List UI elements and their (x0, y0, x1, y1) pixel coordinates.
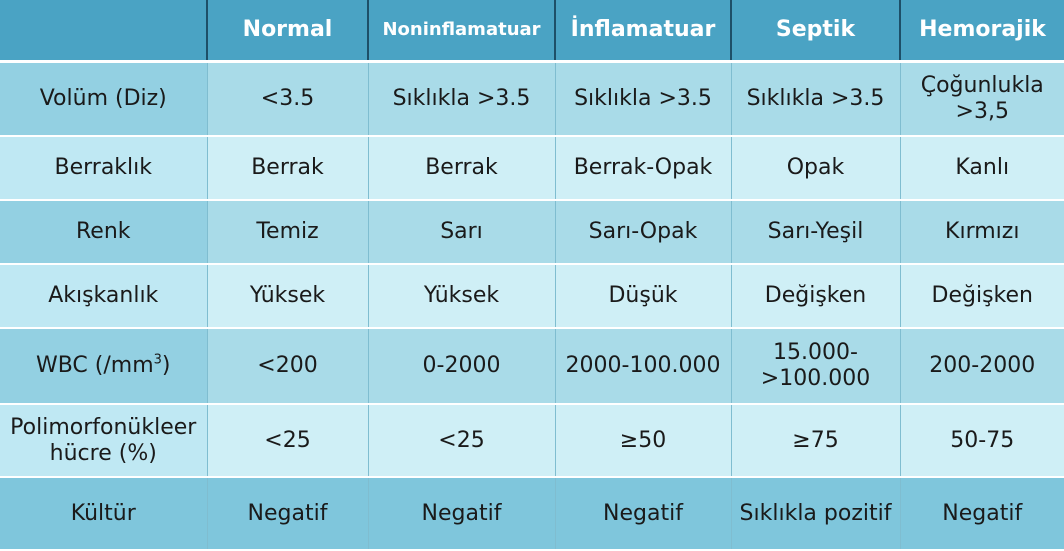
cell-wbc-septik: 15.000- >100.000 (731, 328, 900, 404)
cell-volum-normal: <3.5 (207, 61, 368, 136)
row-polimorfonukleer (0, 404, 1064, 477)
header-normal: Normal (207, 0, 368, 61)
cell-volum-noninflamatuar: Sıklıkla >3.5 (368, 61, 555, 136)
row-label-berraklik: Berraklık (0, 136, 207, 200)
cell-wbc-noninflamatuar: 0-2000 (368, 328, 555, 404)
cell-kultur-hemorajik: Negatif (900, 477, 1064, 550)
cell-akiskanlik-septik: Değişken (731, 264, 900, 328)
cell-berraklik-septik: Opak (731, 136, 900, 200)
cell-renk-septik: Sarı-Yeşil (731, 200, 900, 264)
cell-akiskanlik-inflamatuar: Düşük (555, 264, 731, 328)
cell-volum-septik: Sıklıkla >3.5 (731, 61, 900, 136)
cell-akiskanlik-hemorajik: Değişken (900, 264, 1064, 328)
cell-berraklik-noninflamatuar: Berrak (368, 136, 555, 200)
cell-renk-noninflamatuar: Sarı (368, 200, 555, 264)
header-septik: Septik (731, 0, 900, 61)
cell-pmn-septik: ≥75 (731, 404, 900, 477)
cell-pmn-noninflamatuar: <25 (368, 404, 555, 477)
cell-pmn-inflamatuar: ≥50 (555, 404, 731, 477)
row-label-volum: Volüm (Diz) (0, 61, 207, 136)
row-label-kultur: Kültür (0, 477, 207, 550)
header-corner (0, 0, 207, 61)
cell-pmn-hemorajik: 50-75 (900, 404, 1064, 477)
row-berraklik (0, 136, 1064, 200)
row-wbc (0, 328, 1064, 404)
row-label-wbc-end: ) (161, 353, 171, 378)
cell-akiskanlik-noninflamatuar: Yüksek (368, 264, 555, 328)
header-noninflamatuar: Noninflamatuar (368, 0, 555, 61)
cell-pmn-normal: <25 (207, 404, 368, 477)
cell-renk-hemorajik: Kırmızı (900, 200, 1064, 264)
cell-renk-normal: Temiz (207, 200, 368, 264)
row-renk (0, 200, 1064, 264)
cell-kultur-inflamatuar: Negatif (555, 477, 731, 550)
row-volum (0, 61, 1064, 136)
cell-akiskanlik-normal: Yüksek (207, 264, 368, 328)
row-label-wbc-sup: 3 (153, 352, 162, 368)
cell-volum-hemorajik: Çoğunlukla >3,5 (900, 61, 1064, 136)
cell-wbc-inflamatuar: 2000-100.000 (555, 328, 731, 404)
header-hemorajik: Hemorajik (900, 0, 1064, 61)
row-label-renk: Renk (0, 200, 207, 264)
row-akiskanlik (0, 264, 1064, 328)
cell-berraklik-normal: Berrak (207, 136, 368, 200)
cell-berraklik-inflamatuar: Berrak-Opak (555, 136, 731, 200)
header-row (0, 0, 1064, 61)
cell-wbc-normal: <200 (207, 328, 368, 404)
cell-volum-inflamatuar: Sıklıkla >3.5 (555, 61, 731, 136)
cell-kultur-normal: Negatif (207, 477, 368, 550)
cell-renk-inflamatuar: Sarı-Opak (555, 200, 731, 264)
row-kultur (0, 477, 1064, 550)
cell-kultur-septik: Sıklıkla pozitif (731, 477, 900, 550)
row-label-polimorfonukleer: Polimorfonükleer hücre (%) (0, 404, 207, 477)
row-label-akiskanlik: Akışkanlık (0, 264, 207, 328)
cell-kultur-noninflamatuar: Negatif (368, 477, 555, 550)
row-label-wbc-text: WBC (/mm (35, 353, 154, 378)
cell-berraklik-hemorajik: Kanlı (900, 136, 1064, 200)
cell-wbc-hemorajik: 200-2000 (900, 328, 1064, 404)
row-label-wbc (0, 328, 207, 404)
header-inflamatuar: İnflamatuar (555, 0, 731, 61)
